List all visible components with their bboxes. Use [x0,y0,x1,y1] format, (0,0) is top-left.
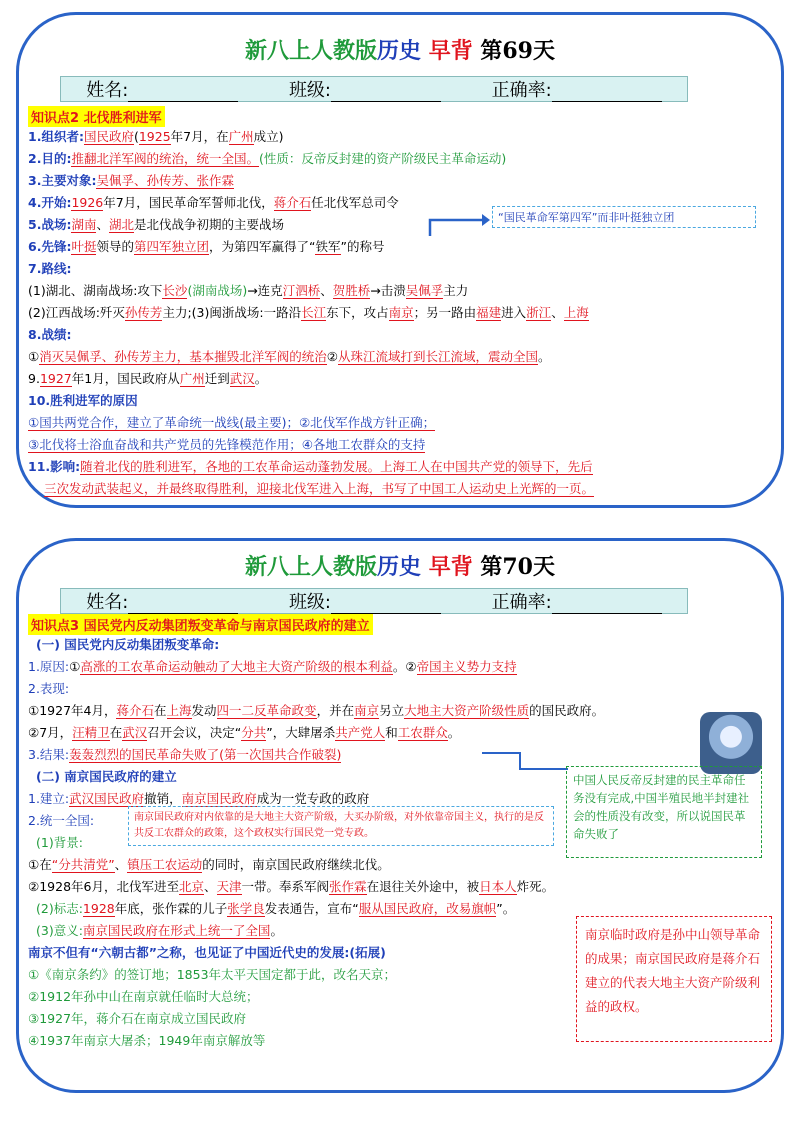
row-3: ①1927年4月，蒋介石在上海发动四一二反革命政变，并在南京另立大地主大资产阶级性质的国民政府。 [28,703,605,718]
row-13: 南京不但有“六朝古都”之称，也见证了中国近代史的发展:(拓展) [28,945,386,960]
line-1: 1.组织者:国民政府(1925年7月，在广州成立) [28,129,284,144]
row-5: 3.结果:轰轰烈烈的国民革命失败了(第一次国共合作破裂) [28,747,342,762]
name-bar-69: 姓名: 班级: 正确率: [60,76,688,102]
note-nanjing-government: 南京国民政府对内依靠的是大地主大资产阶级，大买办阶级，对外依靠帝国主义，执行的是反共反工农群众的政策，这个政权实行国民党一党专政。 [128,806,554,846]
line-10-2: ③北伐将士浴血奋战和共产党员的先锋模范作用；④各地工农群众的支持 [28,437,426,452]
row-7: 2.统一全国: [28,813,95,828]
line-2: 2.目的:推翻北洋军阀的统治，统一全国。(性质：反帝反封建的资产阶级民主革命运动) [28,151,507,166]
arrow-icon [420,212,492,238]
section-tag-69: 知识点2 北伐胜利进军 [28,106,165,127]
class-field[interactable] [331,595,441,614]
row-9: ①在“分共清党”、镇压工农运动的同时，南京国民政府继续北伐。 [28,857,390,872]
row-12: (3)意义:南京国民政府在形式上统一了全国。 [36,923,283,938]
page-title-70: 新八上人教版历史 早背 第70天 [244,554,555,580]
row-8: (1)背景: [36,835,83,850]
row-11: (2)标志:1928年底，张作霖的儿子张学良发表通告，宣布“服从国民政府，改易旗帜”。 [36,901,516,916]
line-6: 6.先锋:叶挺领导的第四军独立团，为第四军赢得了“铁军”的称号 [28,239,385,254]
row-6: 1.建立:武汉国民政府撤销，南京国民政府成为一党专政的政府 [28,791,370,806]
line-10-1: ①国共两党合作，建立了革命统一战线(最主要)；②北伐军作战方针正确； [28,415,436,430]
note-revolution-failed: 中国人民反帝反封建的民主革命任务没有完成,中国半殖民地半封建社会的性质没有改变，所以说国民革命失败了 [566,766,762,858]
page-title-69: 新八上人教版历史 早背 第69天 [244,38,555,64]
name-bar-70: 姓名: 班级: 正确率: [60,588,688,614]
line-8-1: ①消灭吴佩孚、孙传芳主力，基本摧毁北洋军阀的统治②从珠江流域打到长江流域，震动全国。 [28,349,551,364]
row-4: ②7月，汪精卫在武汉召开会议，决定“分共”，大肆屠杀共产党人和工农群众。 [28,725,461,740]
character-image [700,712,762,774]
line-7: 7.路线: [28,261,72,276]
connector-line [480,745,570,775]
line-7-2: (2)江西战场:歼灭孙传芳主力;(3)闽浙战场:一路沿长江东下，攻占南京；另一路由福建进入浙江、上海 [28,305,589,320]
row-14: ①《南京条约》的签订地；1853年太平天国定都于此，改名天京； [28,967,397,982]
line-3: 3.主要对象:吴佩孚、孙传芳、张作霖 [28,173,234,188]
line-8: 8.战绩: [28,327,72,342]
section-tag-70: 知识点3 国民党内反动集团叛变革命与南京国民政府的建立 [28,614,373,635]
row-2: 2.表现: [28,681,70,696]
row-15: ②1912年孙中山在南京就任临时大总统； [28,989,259,1004]
line-10: 10.胜利进军的原因 [28,393,138,408]
name-field[interactable] [128,595,238,614]
name-field[interactable] [128,83,238,102]
line-9: 9.1927年1月，国民政府从广州迁到武汉。 [28,371,268,386]
line-5: 5.战场:湖南、湖北是北伐战争初期的主要战场 [28,217,285,232]
line-11: 11.影响:随着北伐的胜利进军，各地的工农革命运动蓬勃发展。上海工人在中国共产党的领导下，先后 [28,459,593,474]
row-10: ②1928年6月，北伐军进至北京、天津一带。奉系军阀张作霖在退往关外途中，被日本人炸死。 [28,879,555,894]
rate-field[interactable] [552,595,662,614]
class-field[interactable] [331,83,441,102]
row-17: ④1937年南京大屠杀；1949年南京解放等 [28,1033,266,1048]
sub-1: (一) 国民党内反动集团叛变革命: [36,637,220,652]
line-11-2: 三次发动武装起义，并最终取得胜利，迎接北伐军进入上海，书写了中国工人运动史上光辉的一页。 [44,481,595,496]
row-1: 1.原因:①高涨的工农革命运动触动了大地主大资产阶级的根本利益。②帝国主义势力支持 [28,659,517,674]
row-16: ③1927年，蒋介石在南京成立国民政府 [28,1011,247,1026]
note-two-governments: 南京临时政府是孙中山领导革命的成果；南京国民政府是蒋介石建立的代表大地主大资产阶级利益的政权。 [576,916,772,1042]
sub-2: (二) 南京国民政府的建立 [36,769,177,784]
line-7-1: (1)湖北、湖南战场:攻下长沙(湖南战场)→连克汀泗桥、贺胜桥→击溃吴佩孚主力 [28,283,469,298]
rate-field[interactable] [552,83,662,102]
note-fourth-army: “国民革命军第四军”而非叶挺独立团 [492,206,756,228]
line-4: 4.开始:1926年7月，国民革命军誓师北伐，蒋介石任北伐军总司令 [28,195,399,210]
